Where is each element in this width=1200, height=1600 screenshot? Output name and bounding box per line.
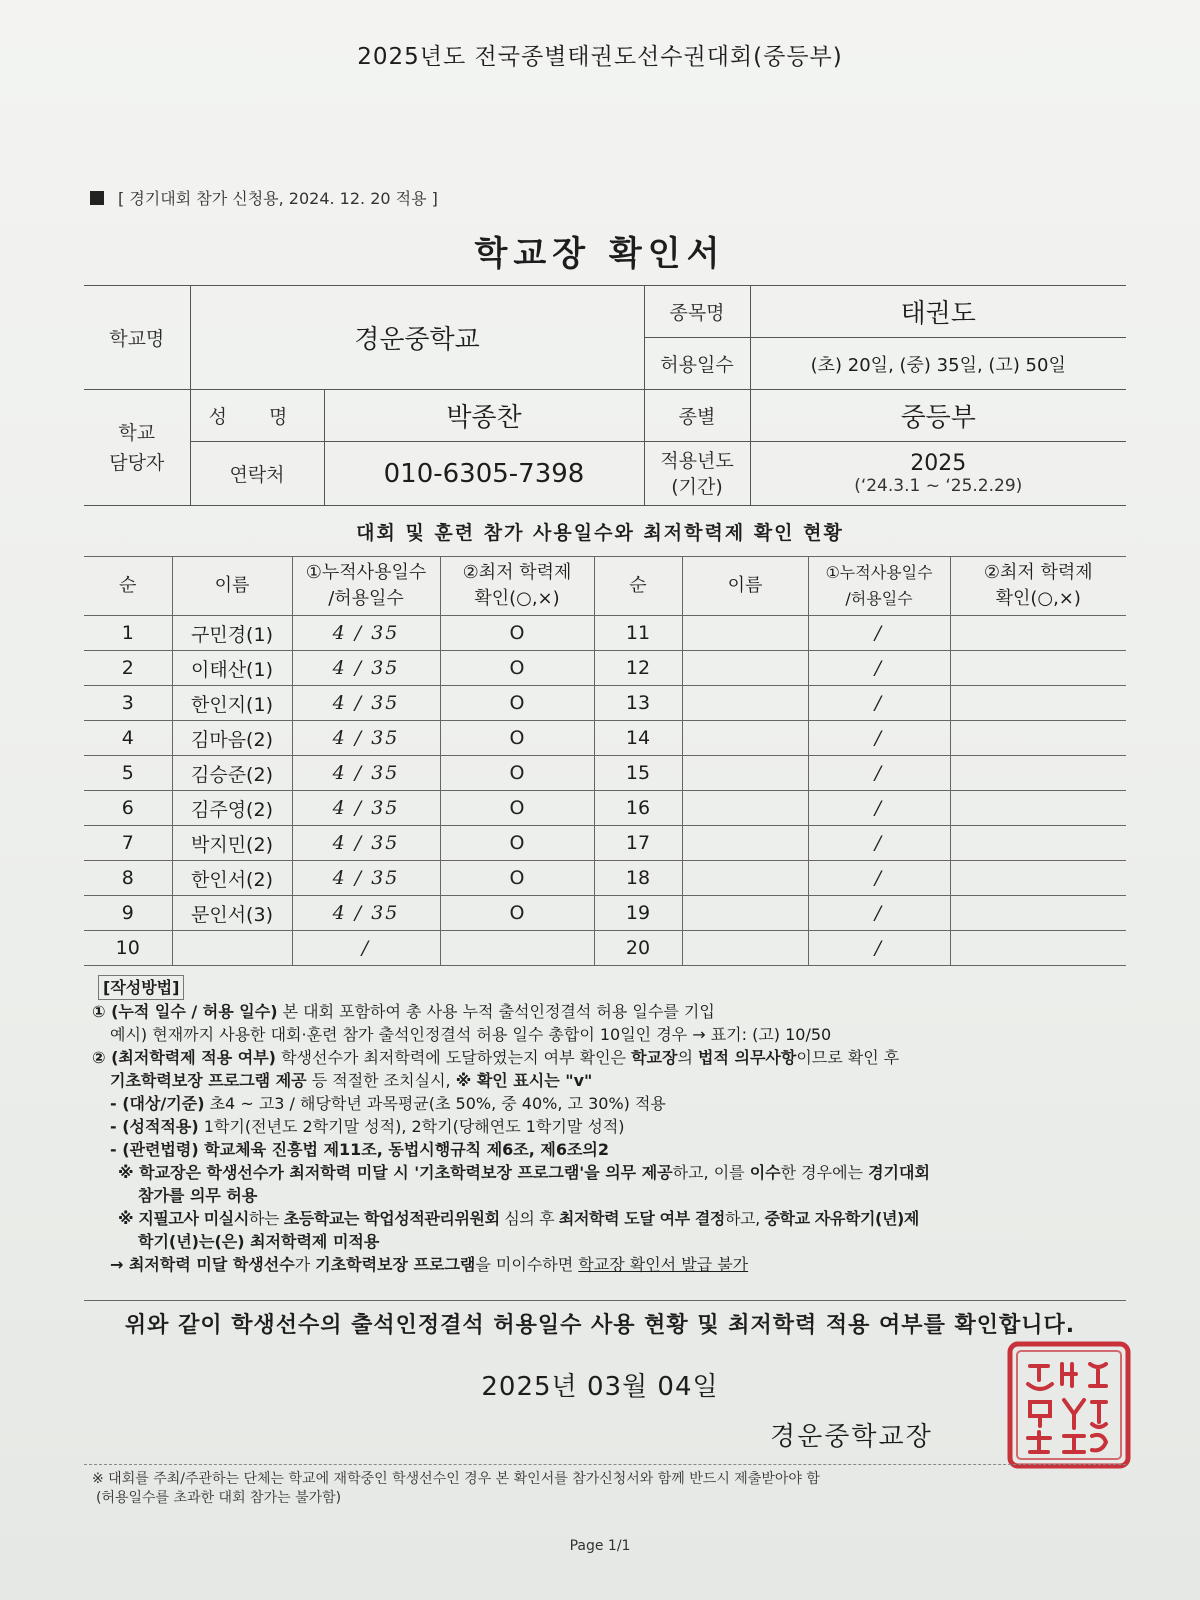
minimum-academic-check: O — [440, 896, 594, 931]
minimum-academic-check — [950, 791, 1126, 826]
year-cell — [750, 442, 1126, 506]
minimum-academic-check: O — [440, 616, 594, 651]
student-name: 김주영(2) — [172, 791, 292, 826]
minimum-academic-check: O — [440, 791, 594, 826]
row-number: 1 — [84, 616, 172, 651]
minimum-academic-check — [950, 651, 1126, 686]
student-name — [682, 616, 808, 651]
row-number: 6 — [84, 791, 172, 826]
row-number: 20 — [594, 931, 682, 966]
confirmation-statement: 위와 같이 학생선수의 출석인정결석 허용일수 사용 현황 및 최저학력 적용 여부를 확인합니다. — [124, 1313, 1076, 1338]
row-number: 12 — [594, 651, 682, 686]
allowed-days-value: (초) 20일, (중) 35일, (고) 50일 — [750, 338, 1126, 390]
student-name: 김마음(2) — [172, 721, 292, 756]
issue-date: 2025년 03월 04일 — [481, 1372, 719, 1402]
year-value: 2025 — [910, 451, 967, 476]
table-row — [84, 756, 1126, 791]
days-used: / — [808, 791, 950, 826]
days-used: / — [808, 826, 950, 861]
page-number: Page 1/1 — [569, 1538, 631, 1554]
sport-label: 종목명 — [644, 286, 750, 338]
allowed-days-label: 허용일수 — [644, 338, 750, 390]
table-row — [84, 686, 1126, 721]
form-notice: [ 경기대회 참가 신청용, 2024. 12. 20 적용 ] — [90, 186, 438, 209]
table-row — [84, 721, 1126, 756]
minimum-academic-check: O — [440, 651, 594, 686]
col-name: 이름 — [172, 557, 292, 616]
roster-body — [84, 616, 1126, 966]
row-number: 14 — [594, 721, 682, 756]
table-row — [84, 651, 1126, 686]
phone-label: 연락처 — [190, 442, 324, 506]
days-used: 4 / 35 — [292, 896, 440, 931]
days-used: / — [808, 756, 950, 791]
student-name — [682, 721, 808, 756]
col-name: 이름 — [682, 557, 808, 616]
official-seal-icon — [1006, 1340, 1132, 1470]
student-name — [682, 651, 808, 686]
contact-person-label: 학교 담당자 — [84, 390, 190, 506]
row-number: 19 — [594, 896, 682, 931]
days-used: 4 / 35 — [292, 791, 440, 826]
row-number: 18 — [594, 861, 682, 896]
minimum-academic-check — [950, 686, 1126, 721]
student-name — [682, 896, 808, 931]
col-no: 순 — [594, 557, 682, 616]
division-label: 종별 — [644, 390, 750, 442]
minimum-academic-check — [950, 616, 1126, 651]
table-row — [84, 616, 1126, 651]
square-bullet-icon — [90, 191, 104, 205]
minimum-academic-check — [440, 931, 594, 966]
row-number: 5 — [84, 756, 172, 791]
student-name — [682, 686, 808, 721]
student-name — [682, 931, 808, 966]
sport-value: 태권도 — [750, 286, 1126, 338]
section-divider — [84, 1300, 1126, 1301]
row-number: 4 — [84, 721, 172, 756]
days-used: 4 / 35 — [292, 616, 440, 651]
student-name: 김승준(2) — [172, 756, 292, 791]
table-row — [84, 861, 1126, 896]
minimum-academic-check: O — [440, 721, 594, 756]
division-value: 중등부 — [750, 390, 1126, 442]
student-name: 구민경(1) — [172, 616, 292, 651]
days-used: 4 / 35 — [292, 651, 440, 686]
days-used: / — [808, 896, 950, 931]
days-used: 4 / 35 — [292, 826, 440, 861]
student-name — [682, 861, 808, 896]
minimum-academic-check — [950, 756, 1126, 791]
roster-header-row — [84, 557, 1126, 616]
table-row — [84, 896, 1126, 931]
school-info-table — [84, 285, 1126, 506]
row-number: 8 — [84, 861, 172, 896]
days-used: / — [808, 686, 950, 721]
issuance-warning: 학교장 확인서 발급 불가 — [578, 1255, 749, 1274]
minimum-academic-check — [950, 896, 1126, 931]
col-no: 순 — [84, 557, 172, 616]
days-used: / — [808, 616, 950, 651]
minimum-academic-check: O — [440, 756, 594, 791]
days-used: 4 / 35 — [292, 721, 440, 756]
roster-heading: 대회 및 훈련 참가 사용일수와 최저학력제 확인 현황 — [356, 522, 844, 544]
row-number: 10 — [84, 931, 172, 966]
col-days: ①누적사용일수 /허용일수 — [808, 557, 950, 616]
row-number: 2 — [84, 651, 172, 686]
student-name — [682, 756, 808, 791]
phone-value: 010-6305-7398 — [324, 442, 644, 506]
minimum-academic-check: O — [440, 826, 594, 861]
col-days: ①누적사용일수 /허용일수 — [292, 557, 440, 616]
year-period: (‘24.3.1 ~ ‘25.2.29) — [854, 476, 1023, 496]
contact-name: 박종찬 — [324, 390, 644, 442]
table-row — [84, 826, 1126, 861]
row-number: 17 — [594, 826, 682, 861]
table-row — [84, 931, 1126, 966]
table-row — [84, 791, 1126, 826]
row-number: 9 — [84, 896, 172, 931]
row-number: 13 — [594, 686, 682, 721]
row-number: 3 — [84, 686, 172, 721]
days-used: / — [292, 931, 440, 966]
row-number: 7 — [84, 826, 172, 861]
document-title: 학교장 확인서 — [474, 234, 726, 274]
student-name: 한인지(1) — [172, 686, 292, 721]
footnote-divider — [84, 1464, 1126, 1465]
student-name — [172, 931, 292, 966]
days-used: / — [808, 651, 950, 686]
days-used: / — [808, 721, 950, 756]
footnote: ※ 대회를 주최/주관하는 단체는 학교에 재학중인 학생선수인 경우 본 확인서를 참가신청서와 함께 반드시 제출받아야 함 (허용일수를 초과한 대회 참가는 불가함) — [92, 1471, 820, 1506]
name-label: 성 명 — [190, 390, 324, 442]
row-number: 16 — [594, 791, 682, 826]
row-number: 11 — [594, 616, 682, 651]
col-check: ②최저 학력제 확인(○,×) — [440, 557, 594, 616]
minimum-academic-check — [950, 861, 1126, 896]
col-check: ②최저 학력제 확인(○,×) — [950, 557, 1126, 616]
student-name — [682, 791, 808, 826]
days-used: 4 / 35 — [292, 686, 440, 721]
student-name: 이태산(1) — [172, 651, 292, 686]
days-used: / — [808, 931, 950, 966]
student-name: 박지민(2) — [172, 826, 292, 861]
minimum-academic-check — [950, 931, 1126, 966]
minimum-academic-check — [950, 721, 1126, 756]
days-used: 4 / 35 — [292, 756, 440, 791]
student-name: 한인서(2) — [172, 861, 292, 896]
principal-signature-line: 경운중학교장 — [770, 1422, 933, 1452]
minimum-academic-check — [950, 826, 1126, 861]
school-label: 학교명 — [84, 286, 190, 390]
event-title: 2025년도 전국종별태권도선수권대회(중등부) — [357, 44, 843, 70]
instructions-heading: [작성방법] — [98, 975, 184, 1000]
days-used: 4 / 35 — [292, 861, 440, 896]
instructions-example: 예시) 현재까지 사용한 대회·훈련 참가 출석인정결석 허용 일수 총합이 10일인 경우 → 표기: (고) 10/50 — [110, 1025, 832, 1044]
year-label: 적용년도 (기간) — [644, 442, 750, 506]
roster-table — [84, 556, 1126, 966]
minimum-academic-check: O — [440, 861, 594, 896]
days-used: / — [808, 861, 950, 896]
student-name: 문인서(3) — [172, 896, 292, 931]
row-number: 15 — [594, 756, 682, 791]
instructions: [작성방법] ① (누적 일수 / 허용 일수) 본 대회 포함하여 총 사용 누적 출석인정결석 허용 일수를 기입 예시) 현재까지 사용한 대회·훈련 참가 출석인정결석 허용 일수 총합이 10일인 경우 → 표기: (고) 10/50 ② (최저학력제 적용 여부) 학생선수가 최저학력에 도달하였는지 여부 확인은 학교장의 법적 의무사항이므로 확인 후 기초학력보장 프로그램 제공 등 적절한 조치실시, ※ 확인 표시는 "v" - (대상/기준) 초4 ~ 고3 / 해당학년 과목평균(초 50%, 중 40%, 고 30%) 적용 - (성적적용) 1학기(전년도 2학기말 성적), 2학기(당해연도 1학기말 성적) - (관련법령) 학교체육 진흥법 제11조, 동법시행규칙 제6조, 제6조의2 ※ 학교장은 학생선수가 최저학력 미달 시 '기초학력보장 프로그램'을 의무 제공하고, 이를 이수한 경우에는 경기대회 참가를 의무 허용 ※ 지필고사 미실시하는 초등학교는 학업성적관리위원회 심의 후 최저학력 도달 여부 결정하고, 중학교 자유학기(년)제 학기(년)는(은) 최저학력제 미적용 → 최저학력 미달 학생선수가 기초학력보장 프로그램을 미이수하면 학교장 확인서 발급 불가 — [92, 975, 1132, 1276]
school-name: 경운중학교 — [190, 286, 644, 390]
minimum-academic-check: O — [440, 686, 594, 721]
student-name — [682, 826, 808, 861]
